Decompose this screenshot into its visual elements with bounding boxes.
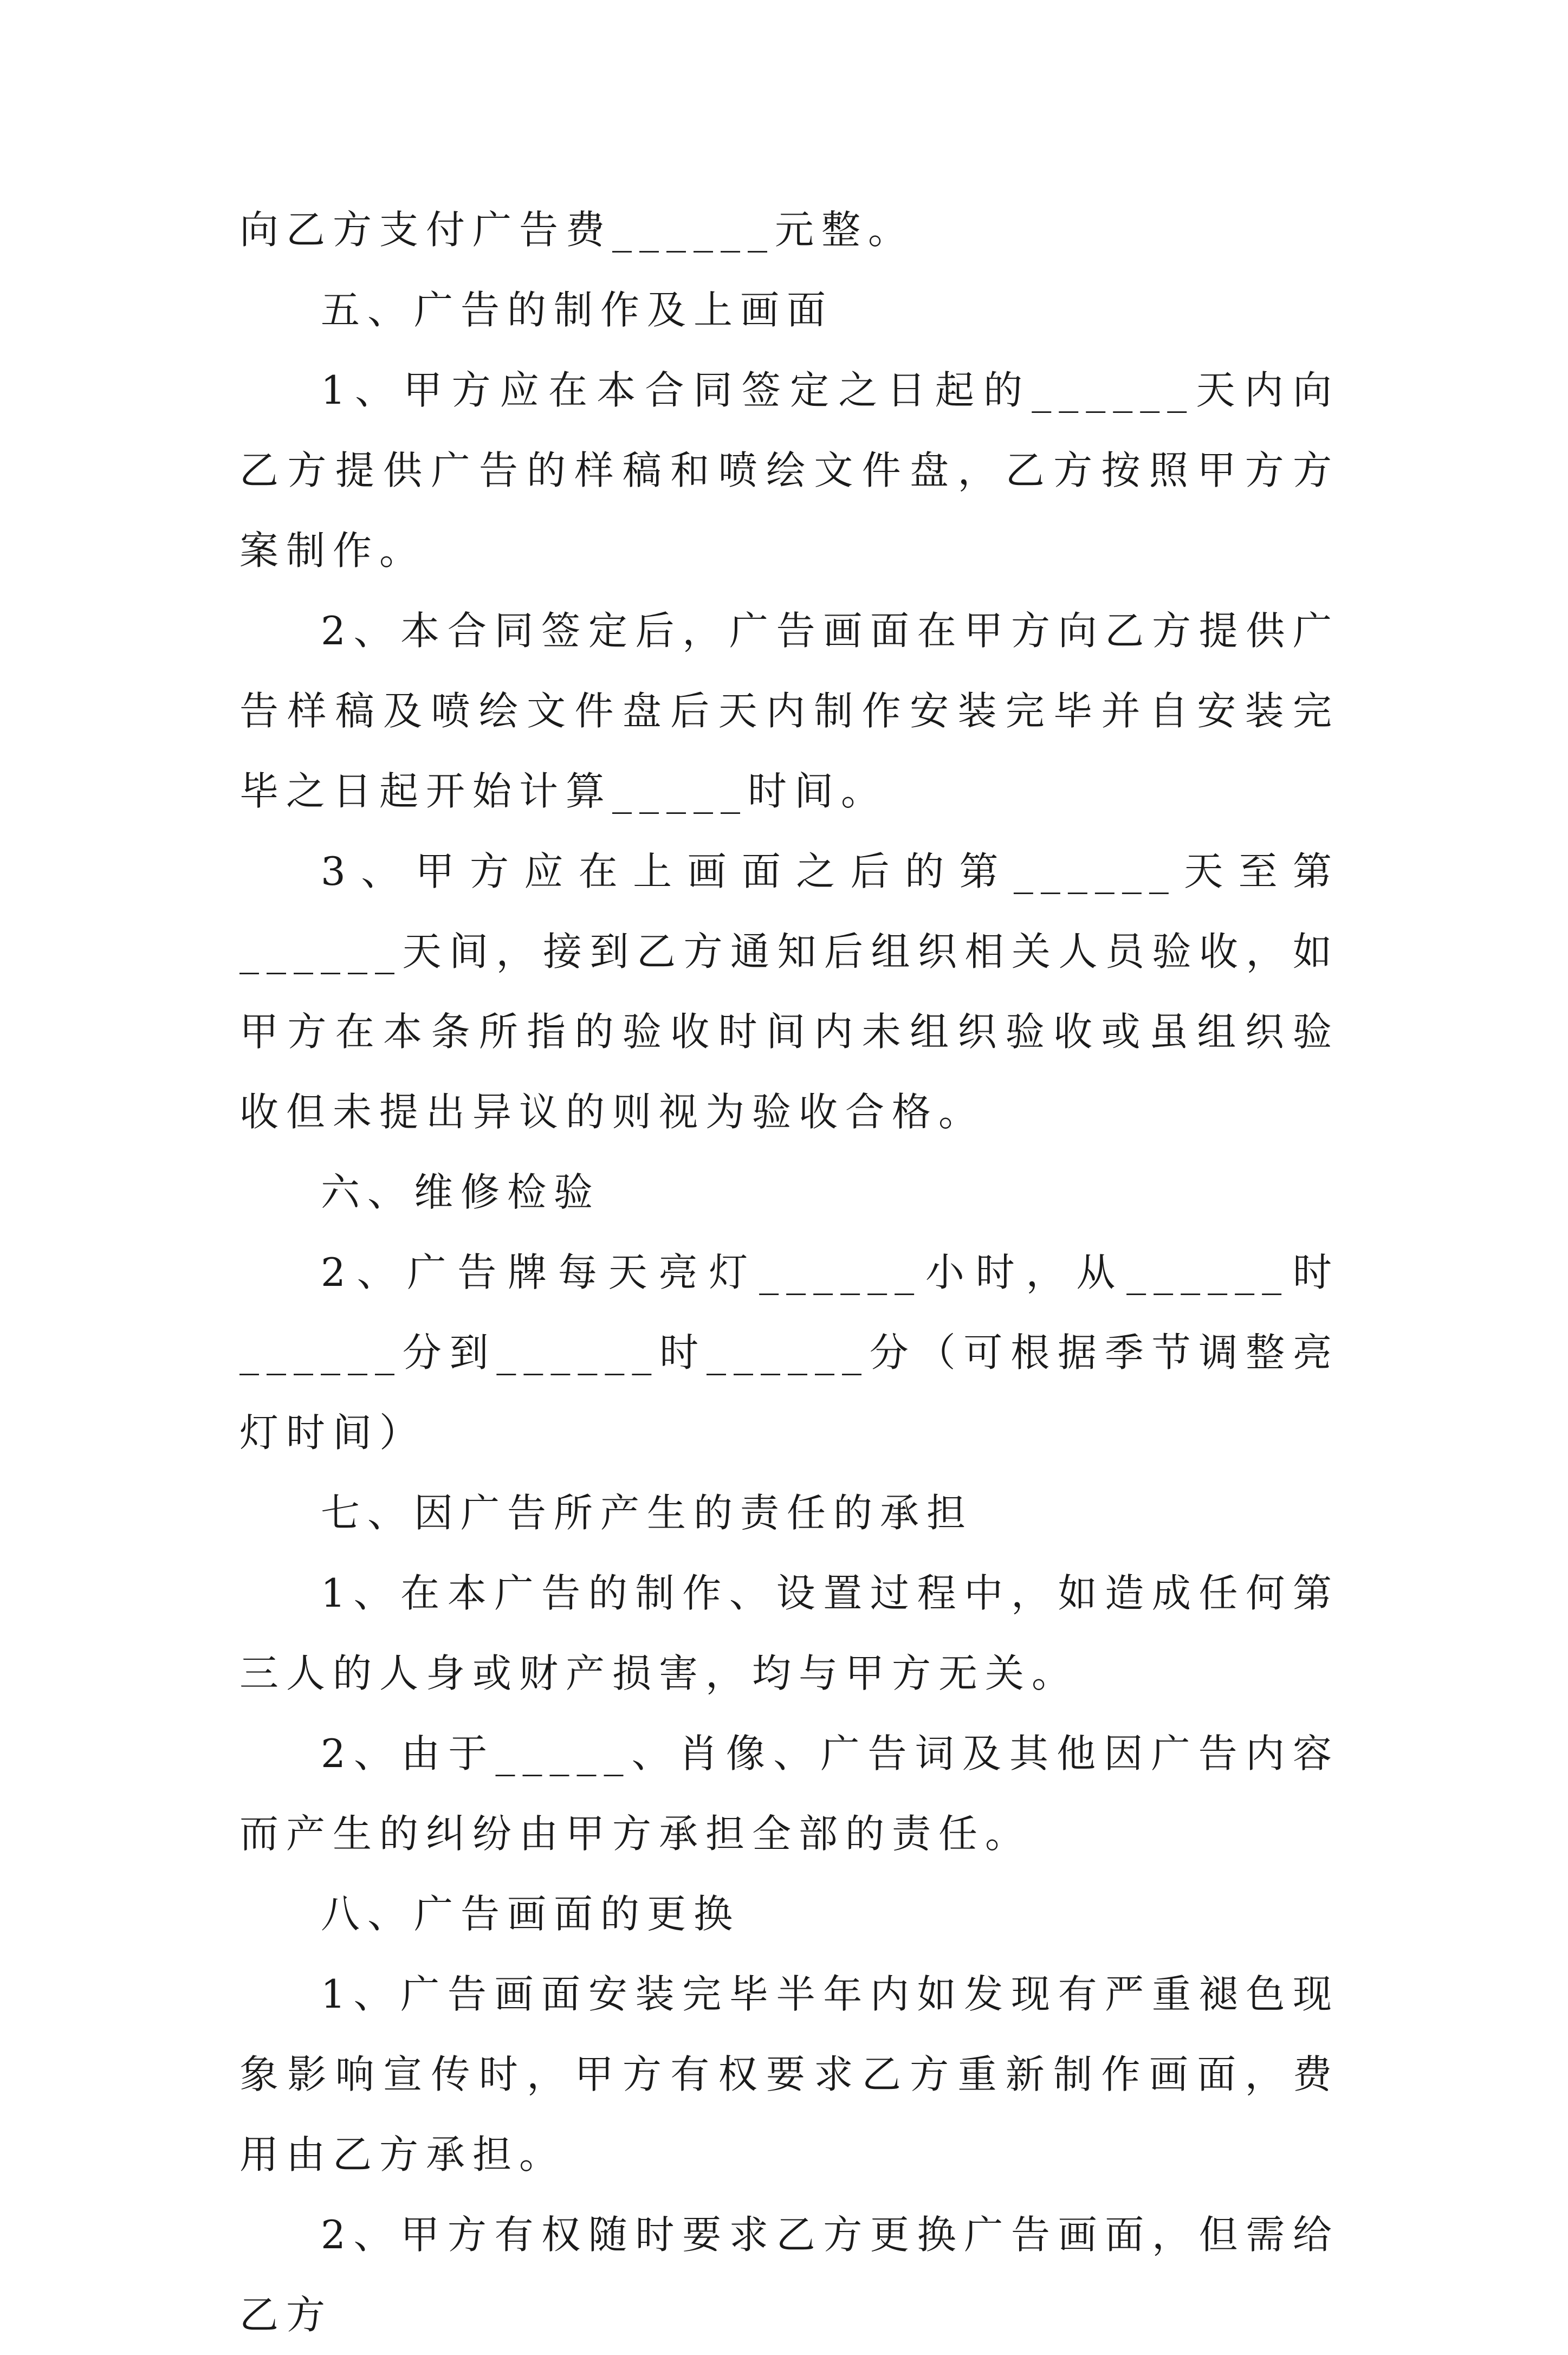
document-body [239,190,1339,2355]
paragraph-6-2: 2、广告牌每天亮灯______小时，从______时______分到______时______分（可根据季节调整亮灯时间） [239,1250,1339,1455]
paragraph-5-2: 2、本合同签定后，广告画面在甲方向乙方提供广告样稿及喷绘文件盘后天内制作安装完毕并自安装完毕之日起开始计算_____时间。 [239,608,1339,814]
paragraph-8-1: 1、广告画面安装完毕半年内如发现有严重褪色现象影响宣传时，甲方有权要求乙方重新制作画面，费用由乙方承担。 [239,1971,1339,2177]
paragraph-8-2: 2、甲方有权随时要求乙方更换广告画面，但需给乙方 [239,2212,1339,2338]
paragraph-ad-fee: 向乙方支付广告费______元整。 [239,207,915,253]
paragraph-7-2: 2、由于_____、肖像、广告词及其他因广告内容而产生的纠纷由甲方承担全部的责任。 [239,1731,1339,1856]
paragraph-5-3: 3、甲方应在上画面之后的第______天至第______天间，接到乙方通知后组织相关人员验收，如甲方在本条所指的验收时间内未组织验收或虽组织验收但未提出异议的则视为验收合格。 [239,849,1339,1135]
heading-section-8: 八、广告画面的更换 [321,1891,741,1937]
heading-section-7: 七、因广告所产生的责任的承担 [321,1490,974,1536]
heading-section-6: 六、维修检验 [321,1169,601,1215]
paragraph-7-1: 1、在本广告的制作、设置过程中，如造成任何第三人的人身或财产损害，均与甲方无关。 [239,1570,1339,1696]
heading-section-5: 五、广告的制作及上画面 [321,287,834,333]
paragraph-5-1: 1、甲方应在本合同签定之日起的______天内向乙方提供广告的样稿和喷绘文件盘，乙方按照甲方方案制作。 [239,367,1339,573]
